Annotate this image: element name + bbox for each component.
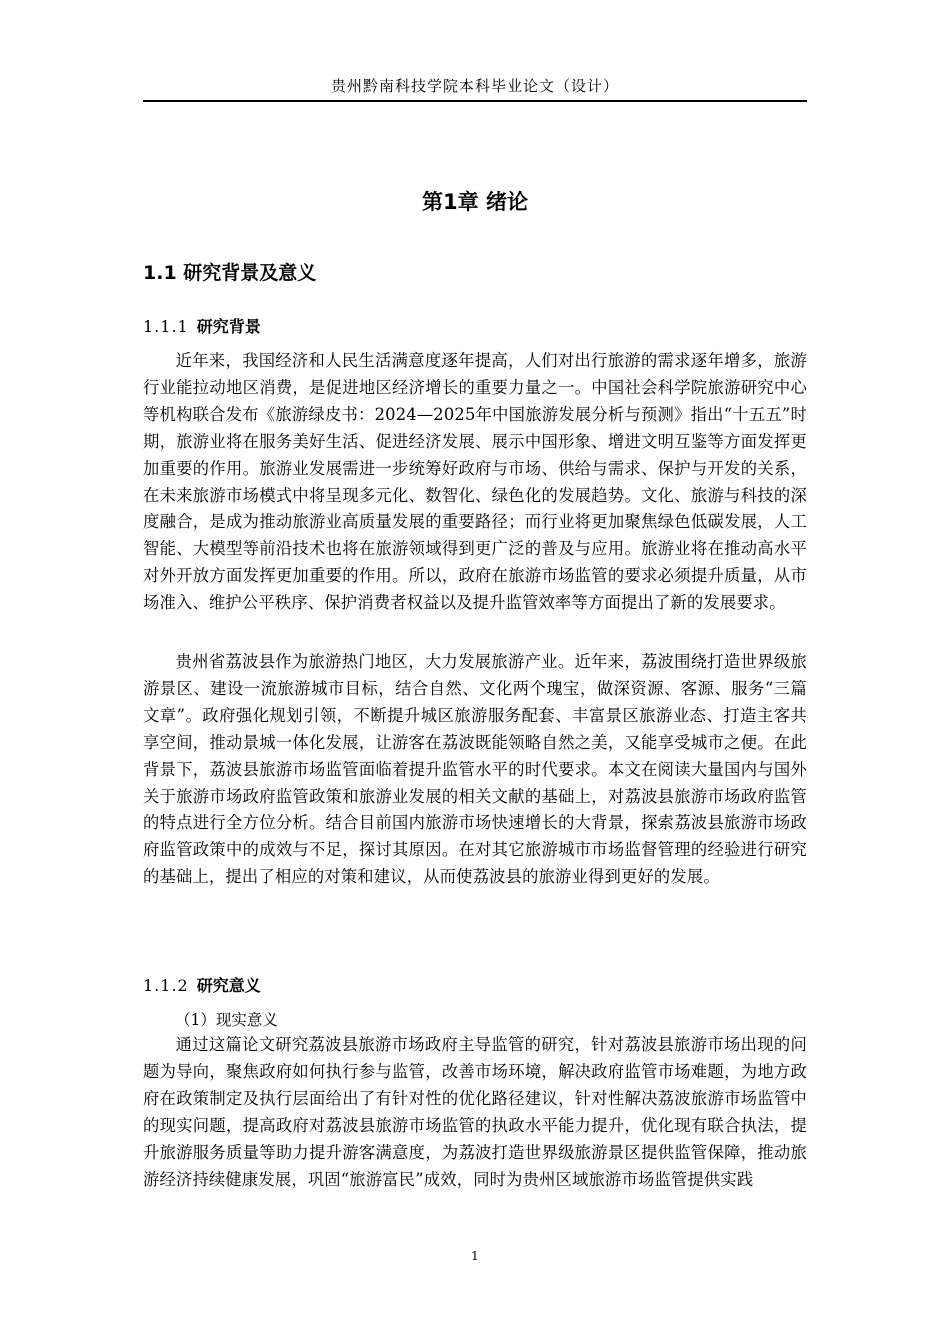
running-header: 贵州黔南科技学院本科毕业论文（设计） xyxy=(330,77,619,95)
section-heading: 1.1 研究背景及意义 xyxy=(143,262,317,284)
subsection-title: 研究意义 xyxy=(196,976,261,995)
subsection-heading-background xyxy=(143,314,261,337)
body-paragraph: 贵州省荔波县作为旅游热门地区，大力发展旅游产业。近年来，荔波围绕打造世界级旅游景区、建设一流旅游城市目标，结合自然、文化两个瑰宝，做深资源、客源、服务“三篇文章”。政府强化规划引领，不断提升城区旅游服务配套、丰富景区旅游业态、打造主客共享空间，推动景城一体化发展，让游客在荔波既能领略自然之美，又能享受城市之便。在此背景下，荔波县旅游市场监管面临着提升监管水平的时代要求。本文在阅读大量国内与国外关于旅游市场政府监管政策和旅游业发展的相关文献的基础上，对荔波县旅游市场政府监管的特点进行全方位分析。结合目前国内旅游市场快速增长的大背景，探索荔波县旅游市场政府监管政策中的成效与不足，探讨其原因。在对其它旅游城市市场监督管理的经验进行研究的基础上，提出了相应的对策和建议，从而使荔波县的旅游业得到更好的发展。 xyxy=(143,652,807,887)
chapter-title: 第1章 绪论 xyxy=(422,190,528,214)
subsection-heading-significance xyxy=(143,973,261,996)
subsection-title: 研究背景 xyxy=(196,317,261,336)
header-rule xyxy=(143,100,807,102)
body-paragraph: 近年来，我国经济和人民生活满意度逐年提高，人们对出行旅游的需求逐年增多，旅游行业能拉动地区消费，是促进地区经济增长的重要力量之一。中国社会科学院旅游研究中心等机构联合发布《旅游绿皮书：2024—2025年中国旅游发展分析与预测》指出“十五五”时期，旅游业将在服务美好生活、促进经济发展、展示中国形象、增进文明互鉴等方面发挥更加重要的作用。旅游业发展需进一步统筹好政府与市场、供给与需求、保护与开发的关系，在未来旅游市场模式中将呈现多元化、数智化、绿色化的发展趋势。文化、旅游与科技的深度融合，是成为推动旅游业高质量发展的重要路径；而行业将更加聚焦绿色低碳发展，人工智能、大模型等前沿技术也将在旅游领域得到更广泛的普及与应用。旅游业将在推动高水平对外开放方面发挥更加重要的作用。所以，政府在旅游市场监管的要求必须提升质量，从市场准入、维护公平秩序、保护消费者权益以及提升监管效率等方面提出了新的发展要求。 xyxy=(143,351,807,613)
body-paragraph: 通过这篇论文研究荔波县旅游市场政府主导监管的研究，针对荔波县旅游市场出现的问题为导向，聚焦政府如何执行参与监管，改善市场环境，解决政府监管市场难题，为地方政府在政策制定及执行层面给出了有针对性的优化路径建议，针对性解决荔波旅游市场监管中的现实问题，提高政府对荔波县旅游市场监管的执政水平能力提升，优化现有联合执法，提升旅游服务质量等助力提升游客满意度，为荔波打造世界级旅游景区提供监管保障，推动旅游经济持续健康发展，巩固“旅游富民”成效，同时为贵州区域旅游市场监管提供实践 xyxy=(143,1035,807,1189)
page-number: 1 xyxy=(471,1249,479,1263)
enumeration-label: （1）现实意义 xyxy=(175,1011,278,1029)
subsection-number: 1.1.1 xyxy=(143,317,189,336)
subsection-number: 1.1.2 xyxy=(143,976,189,995)
